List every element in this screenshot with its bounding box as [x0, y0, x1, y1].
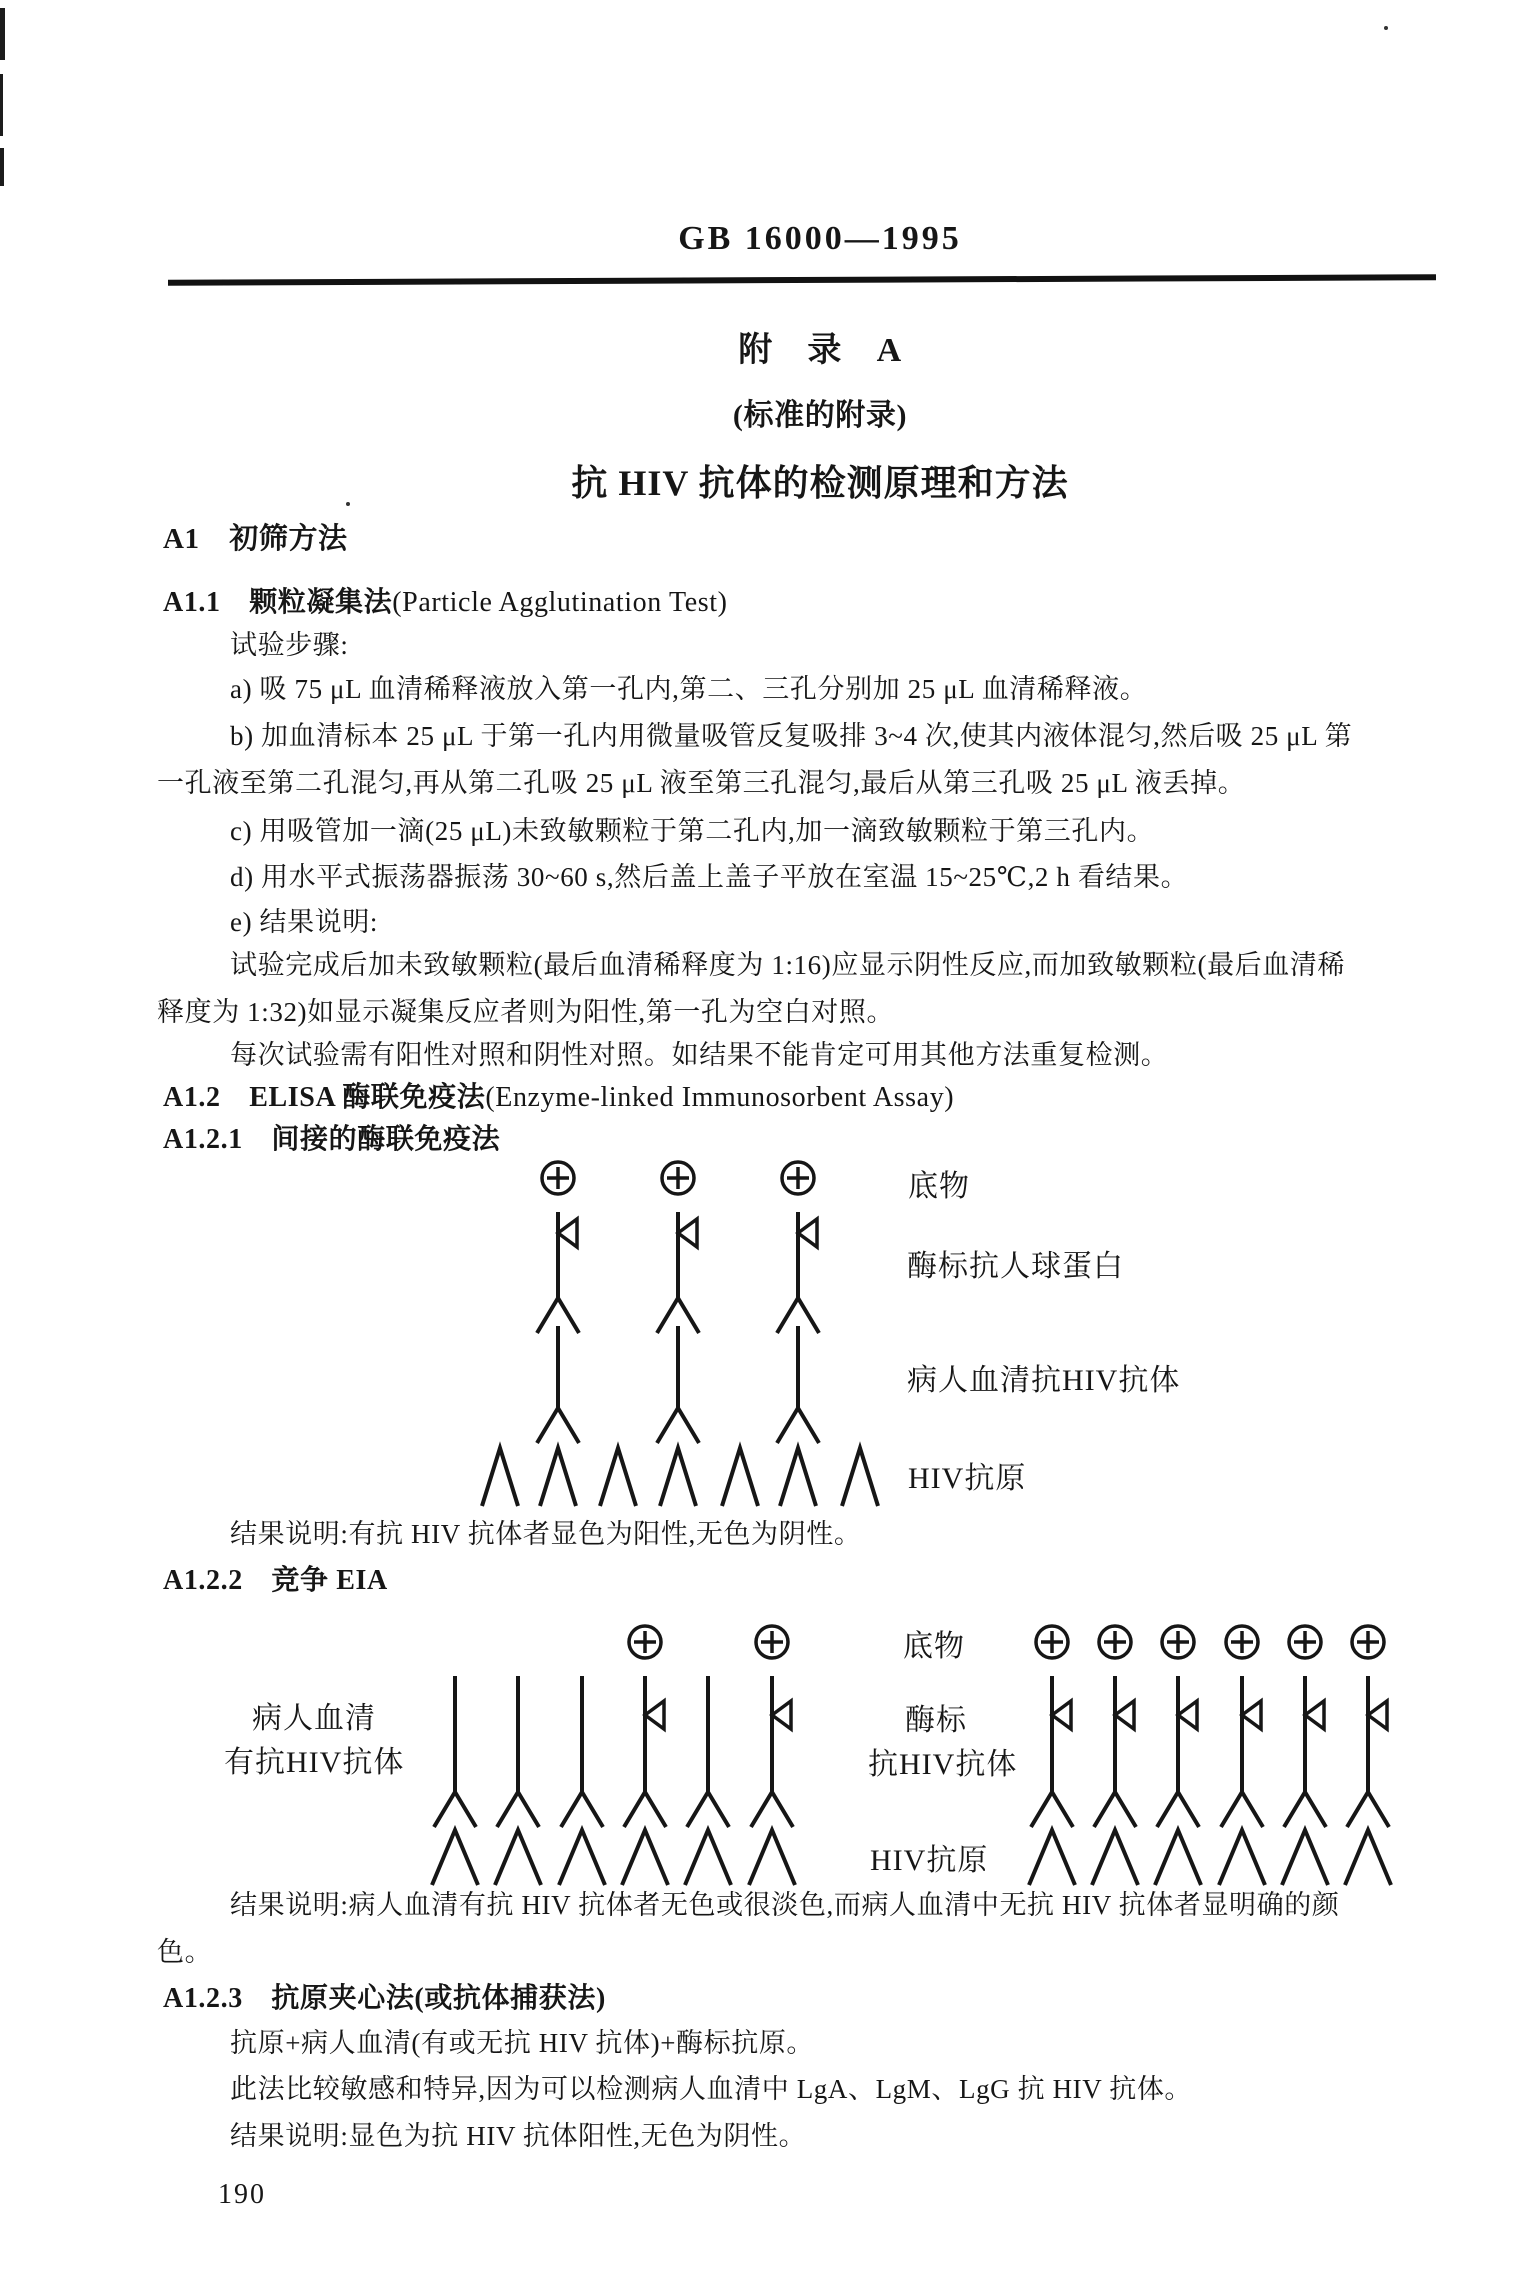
result-line2: 释度为 1:32)如显示凝集反应者则为阳性,第一孔为空白对照。 [157, 997, 895, 1027]
appendix-title: 抗 HIV 抗体的检测原理和方法 [571, 463, 1069, 503]
enzyme-antibody-icon [657, 1212, 699, 1333]
substrate-plus-icon [662, 1162, 694, 1194]
diagram1-label-substrate: 底物 [908, 1170, 970, 1203]
hiv-antigen-icon [495, 1830, 541, 1885]
enzyme-antibody-icon [1284, 1676, 1326, 1827]
step-b-line1: b) 加血清标本 25 μL 于第一孔内用微量吸管反复吸排 3~4 次,使其内液体混匀,然后吸 25 μL 第 [230, 721, 1353, 751]
diagram1-label-patient: 病人血清抗HIV抗体 [907, 1364, 1181, 1397]
hiv-antigen-icon [1029, 1830, 1075, 1885]
step-a: a) 吸 75 μL 血清稀释液放入第一孔内,第二、三孔分别加 25 μL 血清稀释液。 [230, 674, 1148, 704]
diagram1-label-antigen: HIV抗原 [908, 1462, 1027, 1495]
hiv-antigen-icon [722, 1448, 758, 1506]
hiv-antigen-icon [685, 1830, 731, 1885]
substrate-plus-icon [1226, 1626, 1258, 1658]
hiv-antigen-icon [482, 1448, 518, 1506]
a121-result: 结果说明:有抗 HIV 抗体者显色为阳性,无色为阴性。 [230, 1519, 862, 1549]
hiv-antigen-icon [1092, 1830, 1138, 1885]
section-a123-heading: A1.2.3 抗原夹心法(或抗体捕获法) [163, 1983, 606, 2014]
hiv-antigen-icon [622, 1830, 668, 1885]
substrate-plus-icon [1352, 1626, 1384, 1658]
competitive-eia-diagram [432, 1626, 1391, 1885]
steps-label: 试验步骤: [230, 630, 349, 660]
serum-antibody-icon [777, 1326, 819, 1443]
hiv-antigen-icon [1345, 1830, 1391, 1885]
enzyme-antibody-icon [1031, 1676, 1073, 1827]
substrate-plus-icon [1162, 1626, 1194, 1658]
hiv-antigen-icon [1155, 1830, 1201, 1885]
enzyme-antibody-icon [1221, 1676, 1263, 1827]
indirect-elisa-diagram [482, 1162, 878, 1506]
hiv-antigen-icon [600, 1448, 636, 1506]
diagram2-label-serum-line2: 有抗HIV抗体 [224, 1746, 405, 1779]
diagram1-label-enzyme: 酶标抗人球蛋白 [907, 1250, 1124, 1283]
enzyme-antibody-icon [1094, 1676, 1136, 1827]
section-a12-latin: (Enzyme-linked Immunosorbent Assay) [485, 1082, 955, 1113]
diagram2-label-enzyme-line2: 抗HIV抗体 [868, 1748, 1018, 1781]
section-a12-number: A1.2 ELISA 酶联免疫法 [163, 1082, 486, 1113]
substrate-plus-icon [629, 1626, 661, 1658]
a123-p3: 结果说明:显色为抗 HIV 抗体阳性,无色为阴性。 [230, 2121, 807, 2151]
section-a11-latin: (Particle Agglutination Test) [392, 587, 728, 618]
hiv-antigen-icon [842, 1448, 878, 1506]
appendix-subheading: (标准的附录) [732, 399, 908, 432]
hiv-antigen-icon [660, 1448, 696, 1506]
appendix-heading: 附 录 A [738, 332, 902, 369]
enzyme-antibody-icon [751, 1676, 793, 1827]
hiv-antigen-icon [432, 1830, 478, 1885]
a122-result-line1: 结果说明:病人血清有抗 HIV 抗体者无色或很淡色,而病人血清中无抗 HIV 抗体者显明确的颜 [230, 1890, 1340, 1920]
enzyme-antibody-icon [777, 1212, 819, 1333]
hiv-antigen-icon [749, 1830, 795, 1885]
section-a1-heading: A1 初筛方法 [163, 523, 348, 555]
enzyme-antibody-icon [624, 1676, 666, 1827]
enzyme-antibody-icon [537, 1212, 579, 1333]
serum-antibody-icon [434, 1676, 476, 1827]
diagram2-label-enzyme-line1: 酶标 [905, 1704, 967, 1737]
section-a122-heading: A1.2.2 竞争 EIA [163, 1565, 388, 1596]
diagram2-label-substrate: 底物 [903, 1630, 965, 1663]
substrate-plus-icon [1099, 1626, 1131, 1658]
standard-number: GB 16000—1995 [678, 220, 962, 257]
enzyme-antibody-icon [1157, 1676, 1199, 1827]
hiv-antigen-icon [780, 1448, 816, 1506]
section-a121-heading: A1.2.1 间接的酶联免疫法 [163, 1124, 501, 1155]
hiv-antigen-icon [1219, 1830, 1265, 1885]
a123-p1: 抗原+病人血清(有或无抗 HIV 抗体)+酶标抗原。 [230, 2028, 815, 2058]
diagram2-label-serum-line1: 病人血清 [252, 1702, 376, 1735]
serum-antibody-icon [537, 1326, 579, 1443]
hiv-antigen-icon [559, 1830, 605, 1885]
step-e: e) 结果说明: [230, 907, 379, 937]
step-c: c) 用吸管加一滴(25 μL)未致敏颗粒于第二孔内,加一滴致敏颗粒于第三孔内。 [230, 816, 1155, 846]
step-b-line2: 一孔液至第二孔混匀,再从第二孔吸 25 μL 液至第三孔混匀,最后从第三孔吸 25 μL 液丢掉。 [157, 768, 1246, 798]
serum-antibody-icon [561, 1676, 603, 1827]
serum-antibody-icon [497, 1676, 539, 1827]
serum-antibody-icon [687, 1676, 729, 1827]
substrate-plus-icon [1289, 1626, 1321, 1658]
substrate-plus-icon [542, 1162, 574, 1194]
hiv-antigen-icon [1282, 1830, 1328, 1885]
substrate-plus-icon [782, 1162, 814, 1194]
diagram2-label-antigen: HIV抗原 [870, 1844, 989, 1877]
substrate-plus-icon [1036, 1626, 1068, 1658]
a123-p2: 此法比较敏感和特异,因为可以检测病人血清中 LgA、LgM、LgG 抗 HIV 抗体。 [230, 2074, 1193, 2104]
section-a11-number: A1.1 颗粒凝集法 [163, 587, 393, 618]
serum-antibody-icon [657, 1326, 699, 1443]
enzyme-antibody-icon [1347, 1676, 1389, 1827]
result-line1: 试验完成后加未致敏颗粒(最后血清稀释度为 1:16)应显示阴性反应,而加致敏颗粒(最后血清稀 [230, 950, 1346, 980]
substrate-plus-icon [756, 1626, 788, 1658]
page-number: 190 [218, 2179, 266, 2210]
hiv-antigen-icon [540, 1448, 576, 1506]
a122-result-line2: 色。 [157, 1937, 213, 1967]
result-line3: 每次试验需有阳性对照和阴性对照。如结果不能肯定可用其他方法重复检测。 [230, 1040, 1169, 1070]
step-d: d) 用水平式振荡器振荡 30~60 s,然后盖上盖子平放在室温 15~25℃,2 h 看结果。 [230, 862, 1189, 892]
